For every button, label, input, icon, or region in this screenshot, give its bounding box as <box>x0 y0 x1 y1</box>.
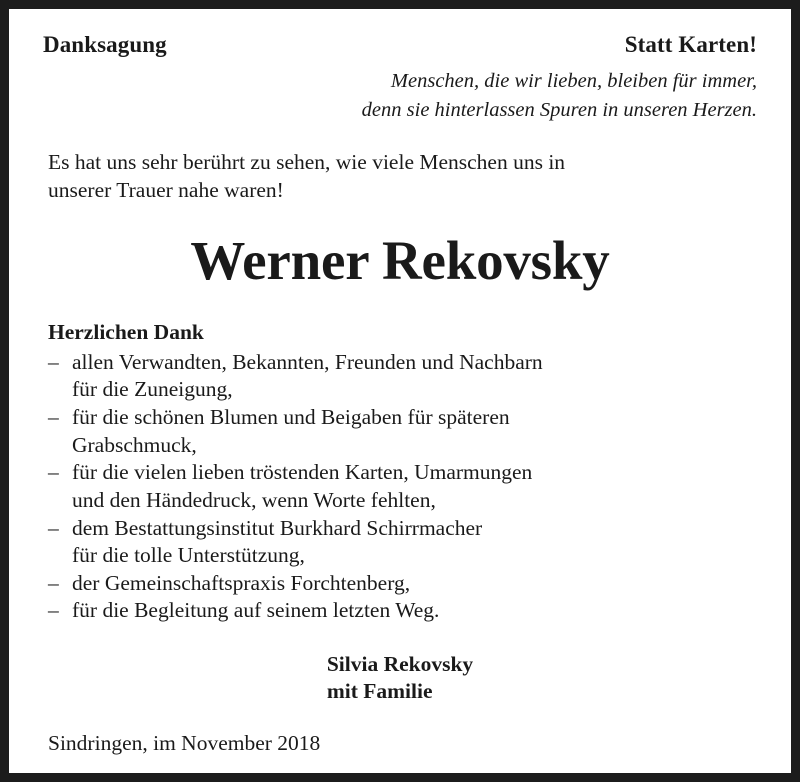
list-item <box>48 597 759 625</box>
list-item-line-1: für die Begleitung auf seinem letzten Weg. <box>72 598 440 623</box>
list-item-line-2: für die Zuneigung, <box>72 377 233 402</box>
thanks-heading: Herzlichen Dank <box>48 320 204 345</box>
list-item-line-2: für die tolle Unterstützung, <box>72 543 305 568</box>
dash-bullet-icon: – <box>48 349 59 374</box>
list-item-line-1: für die schönen Blumen und Beigaben für späteren <box>72 405 510 430</box>
dash-bullet-icon: – <box>48 460 59 485</box>
list-item-line-2: Grabschmuck, <box>72 432 197 457</box>
notice-kicker: Danksagung <box>43 32 167 57</box>
list-item-line-1: der Gemeinschaftspraxis Forchtenberg, <box>72 570 411 595</box>
signature-block <box>41 651 759 705</box>
intro-line-1: Es hat uns sehr berührt zu sehen, wie viele Menschen uns in <box>48 149 566 174</box>
thanks-list <box>41 349 759 625</box>
dash-bullet-icon: – <box>48 570 59 595</box>
motto-line-1: Menschen, die wir lieben, bleiben für immer, <box>390 70 757 93</box>
list-item <box>48 515 759 570</box>
list-item <box>48 459 759 514</box>
intro-line-2: unserer Trauer nahe waren! <box>48 177 284 202</box>
notice-inner <box>9 9 791 773</box>
statt-karten-label: Statt Karten! <box>624 32 757 57</box>
notice-header <box>41 32 759 57</box>
list-item-line-1: dem Bestattungsinstitut Burkhard Schirrmacher <box>72 515 483 540</box>
list-item <box>48 404 759 459</box>
list-item-text <box>72 459 759 514</box>
list-item-line-1: allen Verwandten, Bekannten, Freunden und Nachbarn <box>72 349 543 374</box>
place-and-date: Sindringen, im November 2018 <box>48 730 321 755</box>
list-item-text <box>72 570 759 598</box>
list-item-line-1: für die vielen lieben tröstenden Karten, Umarmungen <box>72 460 533 485</box>
dash-bullet-icon: – <box>48 598 59 623</box>
dash-bullet-icon: – <box>48 515 59 540</box>
list-item-text <box>72 349 759 404</box>
list-item-line-2: und den Händedruck, wenn Worte fehlten, <box>72 487 436 512</box>
signature-family: mit Familie <box>326 678 433 703</box>
motto-quote <box>41 67 759 125</box>
list-item-text <box>72 404 759 459</box>
list-item <box>48 349 759 404</box>
deceased-name: Werner Rekovsky <box>190 230 610 292</box>
signature-name: Silvia Rekovsky <box>326 652 474 677</box>
list-item-text <box>72 515 759 570</box>
list-item <box>48 570 759 598</box>
signature-inner <box>327 651 473 705</box>
list-item-text <box>72 597 759 625</box>
motto-line-2: denn sie hinterlassen Spuren in unseren Herzen. <box>361 99 757 122</box>
intro-paragraph <box>41 148 759 205</box>
dash-bullet-icon: – <box>48 405 59 430</box>
